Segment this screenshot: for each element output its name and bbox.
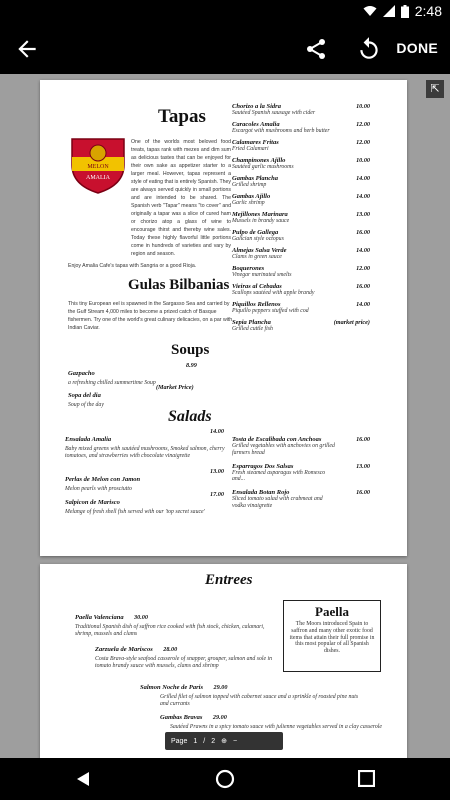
menu-item-price: 12.00 [356,120,370,128]
menu-item-name: Esparragos Dos Salsas [232,462,294,470]
svg-text:AMALIA: AMALIA [86,175,110,181]
menu-item-price: 14.00 [356,300,370,308]
status-time: 2:48 [414,3,442,19]
entree-price: 29.00 [212,714,227,721]
salad-desc: Melange of fresh shell fish served with our 'top secret sauce' [65,509,205,515]
soup-desc: Soup of the day [68,402,104,408]
entree-desc: Sautéed Prawns in a spicy tomato sauce with julienne vegetables served in a clay casserole [170,724,382,730]
menu-item [232,139,370,153]
tapas-note: Enjoy Amalia Cafe's tapas with Sangria or a good Rioja. [68,263,197,269]
menu-item-name: Gambas Plancha [232,174,279,182]
menu-item [232,301,370,315]
menu-item-desc: Grilled vegetables with anchovies on grilled farmers bread [232,443,335,456]
menu-item-price: 10.00 [356,156,370,164]
menu-item-name: Mejillones Marinara [232,210,288,218]
menu-item-price: 12.00 [356,264,370,272]
menu-item-price: 13.00 [356,210,370,218]
entrees-title: Entrees [205,572,253,588]
gulas-desc: This tiny European eel is spawned in the Sargasso Sea and carried by the Gulf Stream 4,000 miles to become a prized catch of Basque fishermen. Try one of the world's great culinary delicacies, on a par with Indian Caviar. [68,301,233,331]
paella-box-title: Paella [315,604,349,619]
menu-item-price: 13.00 [356,462,370,470]
app-bar [0,24,450,74]
status-bar [0,0,450,24]
tapas-right-column [232,103,370,337]
salad-name: Ensalada Amalia [65,436,112,443]
menu-item-price: 12.00 [356,138,370,146]
menu-item-price: 14.00 [356,192,370,200]
salad-price: 13.00 [210,468,224,475]
document-viewer[interactable] [0,74,450,758]
menu-item [232,489,370,510]
back-arrow-icon[interactable] [14,36,40,62]
menu-item-name: Piquillos Rellenos [232,300,281,308]
menu-item-desc: Garlic shrimp [232,199,265,206]
zoom-icon[interactable]: ⊕ [221,738,227,745]
menu-item [232,103,370,117]
menu-item [232,121,370,135]
page-indicator[interactable] [165,732,283,750]
menu-item-desc: Fried Calamari [232,145,269,152]
done-button[interactable]: DONE [396,40,438,56]
menu-item [232,211,370,225]
salad-desc: Melon pearls with prosciutto [65,486,132,492]
page-separator: / [203,737,206,745]
salad-item-2 [65,468,233,493]
menu-item-desc: Sliced tomato salad with crabmeat and vodka vinaigrette [232,496,323,509]
menu-item-desc: Clams in green sauce [232,253,282,260]
menu-item [232,193,370,207]
menu-item [232,229,370,243]
open-external-icon[interactable]: ⇱ [426,80,444,98]
menu-item-price: 14.00 [356,174,370,182]
menu-item-desc: Scallops sautéed with apple brandy [232,289,315,296]
menu-item-price: (market price) [333,318,370,326]
wifi-icon [363,5,377,17]
soup-price: 8.99 [186,362,197,369]
share-icon[interactable] [304,37,328,61]
tapas-title: Tapas [158,106,206,127]
entree-item-1 [75,606,275,638]
menu-item-price: 16.00 [356,436,370,443]
svg-text:MELON: MELON [87,164,109,170]
page-label: Page [171,737,188,745]
system-nav-bar [0,758,450,800]
menu-item-name: Champinones Ajillo [232,156,286,164]
menu-item-price: 10.00 [356,103,370,110]
menu-item-price: 14.00 [356,246,370,254]
menu-item [232,265,370,279]
gulas-title: Gulas Bilbanias [128,277,230,293]
entree-price: 30.00 [134,614,148,621]
menu-item-desc: Sautéed garlic mushrooms [232,163,294,170]
salad-item-3 [65,491,233,516]
soup-name: Sopa del dia [68,392,101,399]
soup-price: (Market Price) [156,384,194,391]
menu-item-desc: Galician style octopus [232,235,284,242]
menu-item-name: Sepia Plancha [232,318,271,326]
entree-item-2 [95,638,280,670]
entree-desc: Grilled filet of salmon topped with cabernet sauce and a sprinkle of roasted pine nuts and currants [160,694,359,707]
zoom-out-icon[interactable]: − [233,737,238,745]
entree-name: Paella Valenciana [75,614,124,621]
pdf-page-2 [40,564,407,758]
salads-title: Salads [168,408,212,425]
entree-name: Zarzuela de Mariscos [95,646,153,653]
salad-item-1 [65,428,233,460]
menu-item [232,463,370,484]
salad-price: 14.00 [210,428,224,435]
menu-item-name: Almejas Salsa Verde [232,246,287,254]
menu-item-name: Calamares Fritas [232,138,279,146]
menu-item-name: Chorizo a la Sidra [232,103,281,110]
entree-price: 29.00 [213,684,228,691]
undo-icon[interactable] [356,36,382,62]
page-total: 2 [211,737,216,745]
soups-title: Soups [171,342,210,358]
menu-item-name: Vieiras al Cebadas [232,282,282,290]
soup-desc: a refreshing chilled summertime Soup [68,380,156,386]
salad-price: 17.00 [210,491,224,498]
paella-box-text: The Moors introduced Spain to saffron and many other exotic food items that attain their full promise in this most popular of all Spanish dishes. [289,621,375,655]
menu-item-price: 16.00 [356,282,370,290]
menu-item [232,436,370,457]
menu-item [232,319,370,333]
menu-item-price: 16.00 [356,228,370,236]
menu-item-desc: Mussels in brandy sauce [232,217,290,224]
entree-item-4 [160,706,385,731]
soup-name: Gazpacho [68,370,95,377]
battery-icon [401,5,409,18]
salad-desc: Baby mixed greens with sautéed mushrooms, Smoked salmon, cherry tomatoes, and strawberries with chocolate vinaigrette [65,446,225,459]
menu-item [232,175,370,189]
salad-name: Salpicon de Marisco [65,499,120,506]
entree-desc: Traditional Spanish dish of saffron rice cooked with fish stock, chicken, calamari, shrimp, mussels and clams [75,624,265,637]
menu-item-desc: Sautéed Spanish sausage with cider [232,110,316,116]
menu-item-name: Boquerones [232,264,265,272]
menu-item-desc: Grilled cuttle fish [232,325,273,332]
menu-item-desc: Escargot with mushrooms and herb butter [232,127,330,134]
soup-item-2 [68,384,233,409]
menu-item-name: Ensalada Botan Rojo [232,489,290,497]
pdf-page-1 [40,80,407,556]
entree-name: Gambas Bravas [160,714,203,721]
entree-item-3 [140,676,365,708]
menu-item-desc: Vinegar marinated smelts [232,271,292,278]
menu-item [232,247,370,261]
menu-item-price: 16.00 [356,489,370,497]
menu-item-name: Gambas Ajillo [232,192,271,200]
menu-item-desc: Grilled shrimp [232,181,267,188]
entree-desc: Costa Brava-style seafood casserole of snapper, grouper, salmon and sole in tomato brandy sauce with mussels, clams and shrimp [95,656,273,669]
melon-amalia-logo [68,135,128,195]
entree-price: 28.00 [163,646,178,653]
paella-info-box [283,600,381,672]
entree-name: Salmon Noche de Paris [140,684,204,691]
nav-recents-icon[interactable] [358,770,375,787]
signal-icon [383,5,395,17]
menu-item-name: Pulpo de Gallega [232,228,279,236]
menu-item-desc: Fresh steamed asparagus with Romesco and... [232,469,326,483]
nav-back-icon[interactable] [74,770,92,788]
salads-right-column [232,436,370,516]
menu-item [232,157,370,171]
nav-home-icon[interactable] [215,769,235,789]
menu-item [232,283,370,297]
menu-item-name: Tosta de Escalibada con Anchoas [232,436,322,443]
salad-name: Perlas de Melon con Jamon [65,476,141,483]
tapas-intro: One of the worlds most beloved food treats, tapas rank with mezes and dim sum as delicious tastes that can be enjoyed for their own sake as appetizer starter to a larger meal. However, tapas represent a style of eating that is entirely Spanish. They are always served quickly in small portions and are intended to be shared. The Spanish verb "Tapar" means "to cover" and originally a tapar was a slice of cured ham or chorizo atop a glass of wine to encourage thirst and thereby wine sales. Today these highly flavorful little portions come in hundreds of varieties and vary by region and season. [131,139,231,257]
page-current: 1 [193,737,198,745]
menu-item-desc: Piquillo peppers stuffed with cod [232,307,309,314]
menu-item-name: Caracoles Amalia [232,120,280,128]
